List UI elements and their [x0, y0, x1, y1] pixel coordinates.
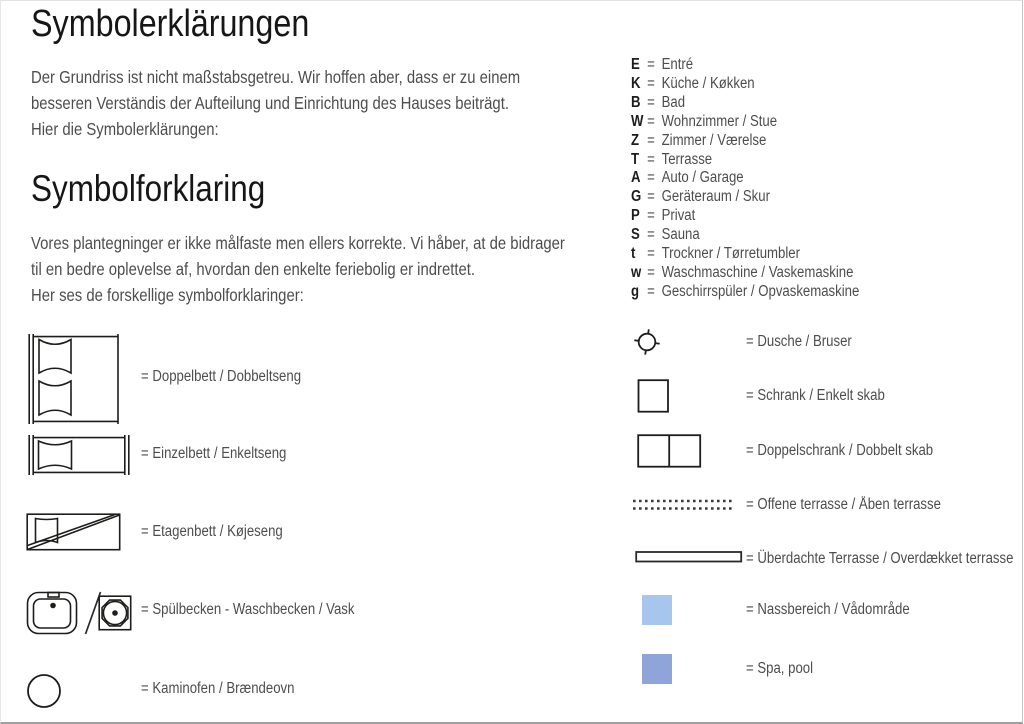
room-code-label: Zimmer / Værelse — [661, 131, 767, 149]
room-code-letter: T — [631, 150, 640, 168]
equals-sign: = — [647, 169, 655, 187]
legend-label: = Spülbecken - Waschbecken / Vask — [141, 601, 355, 618]
equals-sign: = — [647, 226, 655, 244]
intro-german-line: besseren Verständis der Aufteilung und Einrichtung des Hauses beiträgt. — [31, 93, 509, 113]
room-code-row — [631, 131, 1023, 150]
kitchen-sink-icon — [26, 590, 78, 636]
room-code-row — [631, 56, 1023, 75]
shower-icon — [632, 327, 662, 357]
legend-label: = Schrank / Enkelt skab — [746, 387, 885, 404]
legend-label: = Doppelbett / Dobbeltseng — [141, 368, 302, 385]
covered-terrace-icon — [635, 550, 745, 564]
legend-row-sink — [1, 587, 621, 637]
legend-row-wood-stove — [1, 671, 621, 711]
spa-pool-icon — [642, 654, 672, 684]
room-code-row — [631, 75, 1023, 94]
room-code-row — [631, 113, 1023, 132]
room-code-row — [631, 207, 1023, 226]
room-code-letter: g — [631, 282, 640, 300]
room-code-label: Wohnzimmer / Stue — [661, 112, 778, 130]
legend-label: = Spa, pool — [746, 660, 814, 677]
room-code-letter: P — [631, 207, 640, 225]
equals-sign: = — [647, 94, 655, 112]
room-code-letter: A — [631, 169, 641, 187]
room-code-label: Privat — [661, 207, 696, 225]
room-code-row — [631, 282, 1023, 301]
equals-sign: = — [647, 56, 655, 74]
room-code-row — [631, 150, 1023, 169]
legend-label: = Offene terrasse / Åben terrasse — [746, 496, 941, 513]
double-bed-icon — [27, 334, 122, 424]
legend-row-double-bed — [1, 332, 621, 424]
equals-sign: = — [647, 75, 655, 93]
room-code-letter: w — [631, 263, 642, 281]
room-code-label: Entré — [661, 56, 694, 74]
room-code-letter: W — [631, 112, 644, 130]
legend-label: = Überdachte Terrasse / Overdækket terrasse — [746, 550, 1014, 567]
intro-danish — [31, 230, 565, 308]
room-code-label: Sauna — [661, 226, 700, 244]
room-code-letter: E — [631, 56, 640, 74]
title-danish: Symbolforklaring — [31, 168, 266, 209]
double-closet-icon — [637, 434, 703, 468]
room-code-row — [631, 188, 1023, 207]
equals-sign: = — [647, 207, 655, 225]
bunk-bed-icon — [26, 513, 121, 551]
room-code-letter: t — [631, 244, 636, 262]
legend-label: = Einzelbett / Enkeltseng — [141, 445, 287, 462]
equals-sign: = — [647, 150, 655, 168]
room-code-row — [631, 263, 1023, 282]
room-code-row — [631, 226, 1023, 245]
legend-label: = Dusche / Bruser — [746, 333, 852, 350]
equals-sign: = — [647, 188, 655, 206]
room-code-letter: K — [631, 75, 641, 93]
room-code-label: Geschirrspüler / Opvaskemaskine — [661, 282, 860, 300]
intro-german-line: Hier die Symbolerklärungen: — [31, 119, 219, 139]
equals-sign: = — [647, 112, 655, 130]
single-bed-icon — [27, 435, 131, 475]
room-code-label: Geräteraum / Skur — [661, 188, 770, 206]
room-code-letter: G — [631, 188, 642, 206]
single-closet-icon — [637, 379, 671, 413]
washbasin-icon — [98, 592, 132, 634]
legend-row-single-bed — [1, 435, 621, 479]
room-code-label: Trockner / Tørretumbler — [661, 244, 800, 262]
wood-stove-icon — [26, 673, 62, 709]
equals-sign: = — [647, 282, 655, 300]
intro-danish-line: Vores plantegninger er ikke målfaste men ellers korrekte. Vi håber, at de bidrager — [31, 233, 565, 253]
wet-area-icon — [642, 595, 672, 625]
room-code-row — [631, 94, 1023, 113]
legend-label: = Nassbereich / Vådområde — [746, 601, 910, 618]
room-code-letter: B — [631, 94, 641, 112]
intro-danish-line: til en bedre oplevelse af, hvordan den enkelte feriebolig er indrettet. — [31, 259, 476, 279]
room-code-letter: Z — [631, 131, 640, 149]
title-german: Symbolerklärungen — [31, 3, 310, 45]
room-code-label: Terrasse — [661, 150, 713, 168]
room-code-legend — [631, 56, 1023, 301]
legend-label: = Doppelschrank / Dobbelt skab — [746, 442, 934, 459]
legend-label: = Etagenbett / Køjeseng — [141, 523, 283, 540]
room-code-letter: S — [631, 226, 640, 244]
legend-label: = Kaminofen / Brændeovn — [141, 680, 295, 697]
intro-danish-line: Her ses de forskellige symbolforklaringer: — [31, 285, 304, 305]
room-code-row — [631, 244, 1023, 263]
intro-german — [31, 64, 520, 142]
equals-sign: = — [647, 131, 655, 149]
room-code-label: Auto / Garage — [661, 169, 744, 187]
open-terrace-icon — [632, 497, 736, 513]
room-code-label: Waschmaschine / Vaskemaskine — [661, 263, 854, 281]
equals-sign: = — [647, 244, 655, 262]
equals-sign: = — [647, 263, 655, 281]
room-code-row — [631, 169, 1023, 188]
intro-german-line: Der Grundriss ist nicht maßstabsgetreu. Wir hoffen aber, dass er zu einem — [31, 67, 521, 87]
room-code-label: Bad — [661, 94, 686, 112]
room-code-label: Küche / Køkken — [661, 75, 755, 93]
legend-row-bunk-bed — [1, 513, 621, 553]
